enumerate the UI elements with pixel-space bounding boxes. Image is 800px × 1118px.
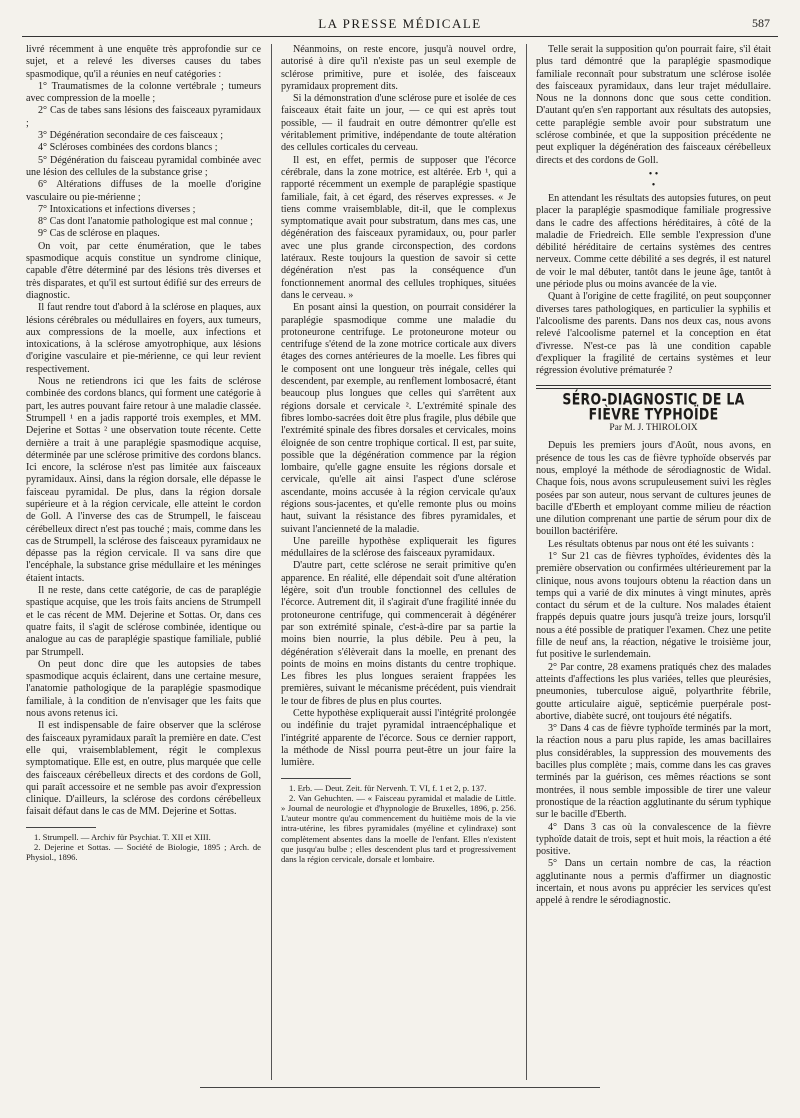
paragraph: 5° Dans un certain nombre de cas, la réaction agglutinante nous a permis d'affirmer un diagnostic incertain, et nous avons pu apprécier les services qu'est appelé à rendre le sérodiagnostic. [536,858,771,907]
paragraph: Il est indispensable de faire observer que la sclérose des faisceaux pyramidaux paraît la première en date. C'est elle qui, vraisemblablement, régit le complexus symptomatique. Elle est, en outre, plus marquée que celle des faisceaux cérébelleux directs et des cordons de Goll, qui paraît accessoire et ne semble pas avoir d'expression clinique. D'ailleurs, la sclérose des cordons cérébelleux faisait défaut dans le cas de MM. Dejerine et Sottas. [26,720,261,818]
paragraph: Cette hypothèse expliquerait aussi l'intégrité prolongée ou indéfinie du trajet pyramidal intraencéphalique et l'intégrité apparente de l'écorce. Sous ce dernier rapport, la méthode de Nissl pourra peut-être un jour faire la lumière. [281,708,516,769]
paragraph: Il est, en effet, permis de supposer que l'écorce cérébrale, dans la zone motrice, est altérée. Erb ¹, qui a rapporté récemment un exemple de paraplégie spastique familiale, fait, à cet égard, des réserves expresses. « Je tiens comme vraisemblable, dit-il, que le complexus symptomatique avait pour substratum, dans mes cas, une dégénération des faisceaux pyramidaux, ou, pour parler avec une plus grande circonspection, des cordons latéraux. Reste toujours la question de savoir si cette dégénération n'est pas la conséquence d'un fonctionnement anormal des cellules trophiques, situées dans le cerveau. » [281,154,516,301]
footnote-rule [26,827,96,828]
paragraph: Si la démonstration d'une sclérose pure et isolée de ces faisceaux était faite un jour, — ce qui est après tout possible, — il faudrait en outre démontrer qu'elle est véritablement primitive, indépendante de toute altération des cellules corticales du cerveau. [281,93,516,154]
column-left [26,44,261,1084]
list-item: 2° Cas de tabes sans lésions des faisceaux pyramidaux ; [26,105,261,129]
list-item: 7° Intoxications et infections diverses ; [38,203,196,215]
footnote: 2. Van Gehuchten. — « Faisceau pyramidal et maladie de Little. » Journal de neurologie et d'hypnologie de Bruxelles, 1896, p. 256. L'auteur montre qu'au commencement du huitième mois de la vie intra-utérine, les fibres pyramidales (myéline et cylindraxe) sont complètement absentes dans la moelle de l'enfant. Elles n'existent que jusqu'au bulbe ; elles descendent plus tard et progressivement dans la région cervicale, dorsale et lombaire. [281,792,516,864]
paragraph: 1° Sur 21 cas de fièvres typhoïdes, évidentes dès la première observation ou confirmées ultérieurement par la clinique, nous avons toujours obtenu la réaction dans un temps qui a varié de dix minutes à vingt minutes, après contact du sérum et de la culture. Nos malades étaient frappés depuis quatre jours jusqu'à treize jours, lorsqu'il nous a été possible de pratiquer l'examen. Chez une petite fille de neuf ans, la réaction, négative le troisième jour, fut positive le surlendemain. [536,550,771,661]
list-item: 1° Traumatismes de la colonne vertébrale ; tumeurs avec compression de la moelle ; [26,80,261,105]
footnotes [281,783,516,865]
footnotes [26,832,261,863]
page-number: 587 [752,16,770,30]
footnote: 2. Dejerine et Sottas. — Société de Biologie, 1895 ; Arch. de Physiol., 1896. [26,841,261,863]
article-byline: Par M. J. THIROLOIX [609,423,698,434]
section-break-asterism: • • • [648,168,659,191]
paragraph: On peut donc dire que les autopsies de tabes spasmodique acquis éclairent, dans une certaine mesure, l'anatomie pathologique de la paraplégie spasmodique familiale, à la condition de n'envisager que les faits que nous avons retenus ici. [26,658,261,720]
list-item: 8° Cas dont l'anatomie pathologique est mal connue ; [38,216,253,228]
paragraph: 2° Par contre, 28 examens pratiqués chez des malades atteints d'affections les plus variées, telles que pleurésies, pneumonies, tuberculose aiguë, polyarthrite fébrile, goutte articulaire aiguë, septicémie puerpérale post-abortive, diabète sucré, ont toujours été négatifs. [536,661,771,722]
paragraph: On voit, par cette énumération, que le tabes spasmodique acquis constitue un syndrome clinique, capable d'être déterminé par des lésions très diverses et très disparates, et qu'il est surtout édifié sur des erreurs de diagnostic. [26,240,261,301]
column-right [536,44,771,1084]
paragraph: Les résultats obtenus par nous ont été les suivants : [548,538,755,550]
footer-rule [200,1087,600,1088]
journal-title: LA PRESSE MÉDICALE [318,16,482,31]
paragraph: D'autre part, cette sclérose ne serait primitive qu'en apparence. En réalité, elle dépendait soit d'une altération légère, soit d'un trouble fonctionnel des cellules de l'écorce. Autrement dit, il s'agirait d'une fragilité innée du protoneurone centrifuge, qui commencerait à dégénérer par son extrémité spinale, c'est-à-dire par sa partie la moins bien nourrie, la plus débile. Peu à peu, la dégénération s'élèverait dans la moelle, en prenant des points de moins en moins distants du centre trophique. Les fibres les plus longues seraient frappées les premières, suivant le mécanisme précédent, puis viendrait le tour de fibres de plus en plus courtes. [281,560,516,707]
footnote: 1. Strumpell. — Archiv für Psychiat. T. XII et XIII. [34,831,211,842]
list-item: 6° Altérations diffuses de la moelle d'origine vasculaire ou pie-mérienne ; [26,179,261,203]
paragraph: Telle serait la supposition qu'on pourrait faire, s'il était plus tard démontré que la paraplégie spasmodique familiale reconnaît pour substratum une sclérose isolée des faisceaux pyramidaux, dans leur trajet médullaire. Nous ne la donnons donc que sous cette condition. D'autant qu'en s'en rapportant aux résultats des autopsies, cette paraplégie semble avoir pour substratum une sclérose combinée, et que la supposition précédente ne peut expliquer la dégénération des faisceaux cérébelleux directs et des cordons de Goll. [536,44,771,166]
paragraph: Il ne reste, dans cette catégorie, de cas de paraplégie spastique acquise, que les trois faits anciens de Strumpell et le cas récent de MM. Dejerine et Sottas. Or, dans ces quatre faits, il s'agit de sclérose combinée, identique ou analogue au cas de paraplégie spastique familiale, publié par Strumpell. [26,585,261,658]
paragraph: En posant ainsi la question, on pourrait considérer la paraplégie spasmodique comme une maladie du protoneurone centrifuge. Le protoneurone moteur ou centrifuge s'étend de la zone motrice corticale aux divers étages des cornes antérieures de la moelle. Les fibres qui le composent ont une longueur très inégale, celles qui descendent, par exemple, au renflement lombosacré, étant beaucoup plus longues que celles qui s'arrêtent aux régions dorsale et cervicale ². L'extrémité spinale des fibres lombo-sacrées doit être plus fragile, plus débile que l'extrémité spinale des fibres dorsales et cervicales, moins éloignée de son centre trophique cortical. Il est, par suite, possible que la dégénération commence par la région lombaire, qu'elle gagne ensuite les régions dorsale et cervicale, qu'elle ait ainsi l'aspect d'une sclérose ascendante, moins accusée à la région cervicale qu'aux régions sous-jacentes, et qu'elle remonte plus ou moins haut, suivant la résistance des fibres pyramidales, et suivant l'ancienneté de la maladie. [281,302,516,535]
paragraph: 4° Dans 3 cas où la convalescence de la fièvre typhoïde datait de trois, sept et huit mois, la réaction a été positive. [536,821,771,858]
column-middle [281,44,516,1084]
column-divider [271,44,272,1080]
paragraph: Une pareille hypothèse expliquerait les figures médullaires de la sclérose des faisceaux pyramidaux. [281,535,516,560]
paragraph: Néanmoins, on reste encore, jusqu'à nouvel ordre, autorisé à dire qu'il n'existe pas un seul exemple de sclérose primitive, pure et isolée, des faisceaux pyramidaux proprement dits. [281,44,516,92]
column-divider [526,44,527,1080]
paragraph: 3° Dans 4 cas de fièvre typhoïde terminés par la mort, la réaction nous a paru plus rapide, les amas bacillaires plus considérables, la suppression des mouvements des bacilles plus complète ; mais, comme dans les cas graves terminés par la guérison, ces mêmes réactions se sont montrées, il nous semble impossible de tirer une valeur pronostique de la réaction agglutinante du sérum typhique sur le bacille d'Eberth. [536,723,771,821]
article-title: SÉRO-DIAGNOSTIC DE LA FIÈVRE TYPHOÏDE [562,389,745,424]
list-item: 5° Dégénération du faisceau pyramidal combinée avec une lésion des cellules de la substance grise ; [26,154,261,178]
list-item: 4° Scléroses combinées des cordons blancs ; [38,142,218,154]
list-item: 9° Cas de sclérose en plaques. [38,228,160,240]
paragraph: Il faut rendre tout d'abord à la sclérose en plaques, aux lésions cérébrales ou médullaires en foyers, aux tumeurs, aux compressions de la moelle, aux infections et intoxications, à la sclérose amyotrophique, aux lésions d'origine vasculaire et pie-mérienne, ce qui leur revient respectivement. [26,302,261,375]
footnote-rule [281,778,351,779]
paragraph: Depuis les premiers jours d'Août, nous avons, en présence de tous les cas de fièvre typhoïde observés par nous, employé la méthode de sérodiagnostic de Widal. Chaque fois, nous avons scrupuleusement suivi les règles posées par son auteur, nous servant de cultures jeunes de bacille d'Eberth et employant comme milieu de réaction une dilution comprenant une partie de sérum pour dix de bouillon bactérifère. [536,440,771,538]
paragraph: Nous ne retiendrons ici que les faits de sclérose combinée des cordons blancs, qui forment une catégorie à part, les autres pouvant faire retour à une maladie classée. Strumpell ¹ en a jadis rapporté trois exemples, et MM. Dejerine et Sottas ² une observation toute récente. Cette dernière a trait à une paraplégie spasmodique acquise, déterminée par une sclérose primitive des cordons blancs. Ici encore, la sclérose n'est pas limitée aux faisceaux pyramidaux. Ainsi, dans la région dorsale, elle dépasse le faisceau pyramidal. De plus, dans la région dorsale supérieure et à la région cervicale, elle atteint le cordon de Goll. A l'inverse des cas de Strumpell, le faisceau cérébelleux direct n'est pas touché ; mais, comme dans les cas de Strumpell, la sclérose des faisceaux pyramidaux ne dépasse pas la région cervicale. Il va sans dire que l'encéphale, la substance grise médullaire et les méninges étaient intacts. [26,376,261,584]
running-header [0,16,800,36]
header-rule [22,36,778,37]
list-item: 3° Dégénération secondaire de ces faisceaux ; [38,130,224,142]
paragraph: En attendant les résultats des autopsies futures, on peut placer la paraplégie spasmodique familiale progressive dans le cadre des affections héréditaires, à côté de la maladie de Friedreich. Elle semble l'expression d'une débilité héréditaire de certains systèmes des centres nerveux. Comme cette débilité a ses degrés, il est naturel de voir le mal débuter, tantôt dans le jeune âge, tantôt à une période plus ou moins avancée de la vie. [536,192,771,291]
paragraph: livré récemment à une enquête très approfondie sur ce sujet, et a relevé les diverses causes du tabes spasmodique, qu'il a réunies en neuf catégories : [26,44,261,80]
paragraph: Quant à l'origine de cette fragilité, on peut soupçonner diverses tares pathologiques, en particulier la syphilis et l'alcoolisme des parents. Dans nos deux cas, nous avons relevé l'alcoolisme paternel et la conception en état d'ivresse. N'est-ce pas là une condition capable d'expliquer la fragilité de certains systèmes et leur régression évolutive prématurée ? [536,291,771,377]
footnote: 1. Erb. — Deut. Zeit. für Nervenh. T. VI, f. 1 et 2, p. 137. [289,782,487,793]
